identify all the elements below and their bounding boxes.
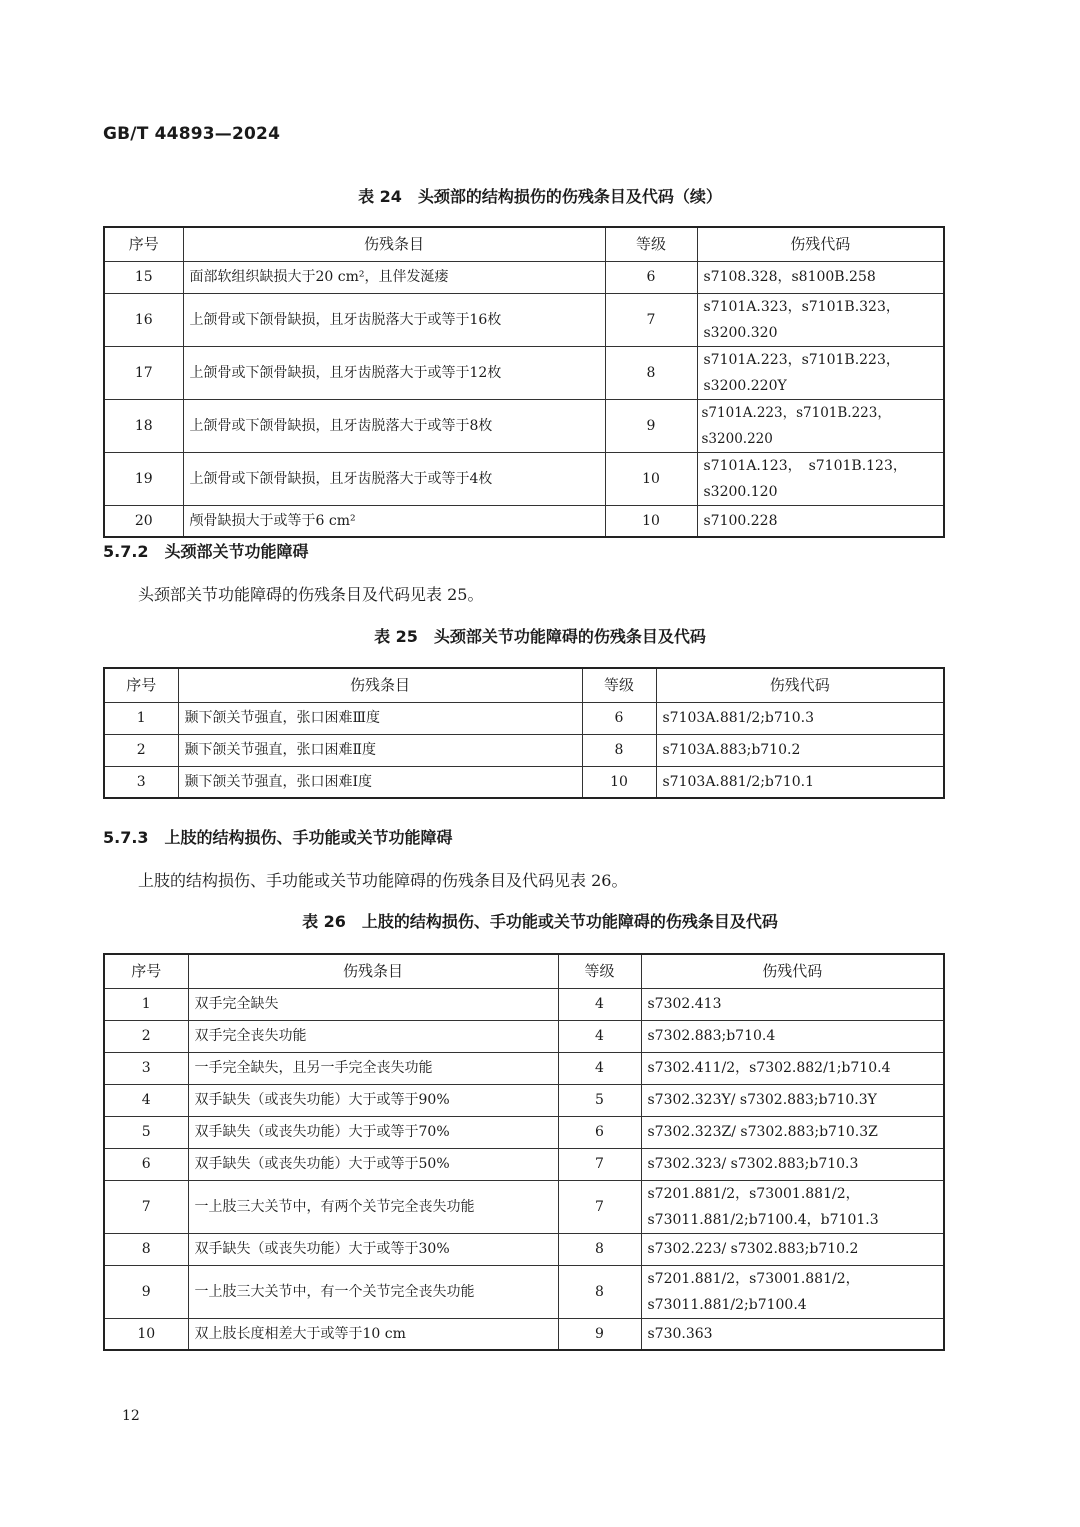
- row-grade: 7: [605, 293, 697, 346]
- row-code: s7302.323Y/ s7302.883;b710.3Y: [641, 1084, 944, 1116]
- row-item: 面部软组织缺损大于20 cm²，且伴发涎瘘: [183, 261, 605, 293]
- row-code: s7201.881/2，s73001.881/2，s73011.881/2;b7100.4，b7101.3: [641, 1180, 944, 1233]
- row-item: 上颌骨或下颌骨缺损，且牙齿脱落大于或等于8枚: [183, 399, 605, 452]
- column-header-code: 伤残代码: [656, 668, 944, 702]
- table-row: [104, 702, 944, 734]
- table-row: [104, 1233, 944, 1265]
- row-item: 一手完全缺失，且另一手完全丧失功能: [188, 1052, 558, 1084]
- row-index: 20: [104, 505, 183, 537]
- row-item: 颅骨缺损大于或等于6 cm²: [183, 505, 605, 537]
- table-row: [104, 988, 944, 1020]
- table-row: [104, 1180, 944, 1233]
- row-index: 16: [104, 293, 183, 346]
- table-row: [104, 1318, 944, 1350]
- row-item: 双手缺失（或丧失功能）大于或等于50%: [188, 1148, 558, 1180]
- row-code: s7302.413: [641, 988, 944, 1020]
- table-row: [104, 1116, 944, 1148]
- row-item: 颞下颌关节强直，张口困难Ⅱ度: [178, 734, 582, 766]
- column-header-grade: 等级: [605, 227, 697, 261]
- row-code: s7201.881/2，s73001.881/2，s73011.881/2;b7100.4: [641, 1265, 944, 1318]
- table-25: [103, 667, 945, 799]
- row-code: s7103A.883;b710.2: [656, 734, 944, 766]
- row-index: 17: [104, 346, 183, 399]
- row-index: 7: [104, 1180, 188, 1233]
- row-index: 2: [104, 734, 178, 766]
- table-25-caption: 表 25 头颈部关节功能障碍的伤残条目及代码: [374, 627, 706, 646]
- row-item: 一上肢三大关节中，有一个关节完全丧失功能: [188, 1265, 558, 1318]
- row-code: s7302.323Z/ s7302.883;b710.3Z: [641, 1116, 944, 1148]
- table-row: [104, 399, 944, 452]
- row-item: 双手完全丧失功能: [188, 1020, 558, 1052]
- column-header-item: 伤残条目: [178, 668, 582, 702]
- table-row: [104, 293, 944, 346]
- standard-code: GB/T 44893—2024: [103, 124, 281, 144]
- row-grade: 10: [605, 505, 697, 537]
- table-header-row: [104, 227, 944, 261]
- row-grade: 9: [558, 1318, 641, 1350]
- table-row: [104, 766, 944, 798]
- row-index: 3: [104, 1052, 188, 1084]
- table-row: [104, 1084, 944, 1116]
- row-grade: 6: [558, 1116, 641, 1148]
- row-code: s7101A.223，s7101B.223，s3200.220Y: [697, 346, 944, 399]
- page-number: 12: [122, 1408, 140, 1424]
- row-item: 双手缺失（或丧失功能）大于或等于90%: [188, 1084, 558, 1116]
- row-grade: 7: [558, 1148, 641, 1180]
- row-index: 6: [104, 1148, 188, 1180]
- table-row: [104, 452, 944, 505]
- row-index: 1: [104, 988, 188, 1020]
- row-index: 1: [104, 702, 178, 734]
- column-header-grade: 等级: [582, 668, 656, 702]
- section-text-5-7-3: 上肢的结构损伤、手功能或关节功能障碍的伤残条目及代码见表 26。: [138, 871, 628, 890]
- table-row: [104, 1148, 944, 1180]
- row-grade: 9: [605, 399, 697, 452]
- row-item: 一上肢三大关节中，有两个关节完全丧失功能: [188, 1180, 558, 1233]
- table-26: [103, 953, 945, 1351]
- row-grade: 4: [558, 1020, 641, 1052]
- section-heading-5-7-2: 5.7.2 头颈部关节功能障碍: [103, 542, 309, 561]
- row-grade: 4: [558, 1052, 641, 1084]
- row-code: s7302.223/ s7302.883;b710.2: [641, 1233, 944, 1265]
- row-index: 2: [104, 1020, 188, 1052]
- row-code: s7302.883;b710.4: [641, 1020, 944, 1052]
- row-grade: 5: [558, 1084, 641, 1116]
- row-index: 3: [104, 766, 178, 798]
- row-code: s7101A.223，s7101B.223，s3200.220: [697, 399, 944, 452]
- column-header-item: 伤残条目: [183, 227, 605, 261]
- table-header-row: [104, 668, 944, 702]
- row-index: 18: [104, 399, 183, 452]
- table-header-row: [104, 954, 944, 988]
- column-header-item: 伤残条目: [188, 954, 558, 988]
- row-grade: 4: [558, 988, 641, 1020]
- row-item: 双手完全缺失: [188, 988, 558, 1020]
- column-header-code: 伤残代码: [641, 954, 944, 988]
- table-24: [103, 226, 945, 538]
- table-24-caption: 表 24 头颈部的结构损伤的伤残条目及代码（续）: [358, 187, 722, 206]
- row-grade: 6: [582, 702, 656, 734]
- row-index: 9: [104, 1265, 188, 1318]
- row-code: s7103A.881/2;b710.3: [656, 702, 944, 734]
- table-row: [104, 1265, 944, 1318]
- row-grade: 6: [605, 261, 697, 293]
- section-text-5-7-2: 头颈部关节功能障碍的伤残条目及代码见表 25。: [138, 585, 484, 604]
- column-header-code: 伤残代码: [697, 227, 944, 261]
- row-item: 上颌骨或下颌骨缺损，且牙齿脱落大于或等于12枚: [183, 346, 605, 399]
- row-index: 4: [104, 1084, 188, 1116]
- row-item: 双手缺失（或丧失功能）大于或等于70%: [188, 1116, 558, 1148]
- row-code: s7100.228: [697, 505, 944, 537]
- row-index: 10: [104, 1318, 188, 1350]
- row-code: s7108.328，s8100B.258: [697, 261, 944, 293]
- column-header-grade: 等级: [558, 954, 641, 988]
- row-grade: 8: [582, 734, 656, 766]
- section-heading-5-7-3: 5.7.3 上肢的结构损伤、手功能或关节功能障碍: [103, 828, 453, 847]
- row-index: 8: [104, 1233, 188, 1265]
- table-row: [104, 1052, 944, 1084]
- row-item: 颞下颌关节强直，张口困难Ⅲ度: [178, 702, 582, 734]
- row-item: 上颌骨或下颌骨缺损，且牙齿脱落大于或等于16枚: [183, 293, 605, 346]
- table-row: [104, 734, 944, 766]
- table-row: [104, 1020, 944, 1052]
- column-header-index: 序号: [104, 954, 188, 988]
- row-index: 15: [104, 261, 183, 293]
- row-code: s7302.323/ s7302.883;b710.3: [641, 1148, 944, 1180]
- row-item: 双手缺失（或丧失功能）大于或等于30%: [188, 1233, 558, 1265]
- row-item: 上颌骨或下颌骨缺损，且牙齿脱落大于或等于4枚: [183, 452, 605, 505]
- row-code: s7101A.123， s7101B.123，s3200.120: [697, 452, 944, 505]
- row-code: s7103A.881/2;b710.1: [656, 766, 944, 798]
- table-26-caption: 表 26 上肢的结构损伤、手功能或关节功能障碍的伤残条目及代码: [302, 912, 778, 931]
- row-item: 颞下颌关节强直，张口困难Ⅰ度: [178, 766, 582, 798]
- row-grade: 10: [582, 766, 656, 798]
- row-grade: 8: [558, 1233, 641, 1265]
- row-grade: 7: [558, 1180, 641, 1233]
- row-grade: 8: [558, 1265, 641, 1318]
- row-code: s7101A.323，s7101B.323，s3200.320: [697, 293, 944, 346]
- row-code: s7302.411/2，s7302.882/1;b710.4: [641, 1052, 944, 1084]
- table-row: [104, 261, 944, 293]
- table-row: [104, 346, 944, 399]
- row-grade: 10: [605, 452, 697, 505]
- table-row: [104, 505, 944, 537]
- column-header-index: 序号: [104, 668, 178, 702]
- row-grade: 8: [605, 346, 697, 399]
- column-header-index: 序号: [104, 227, 183, 261]
- row-code: s730.363: [641, 1318, 944, 1350]
- row-item: 双上肢长度相差大于或等于10 cm: [188, 1318, 558, 1350]
- row-index: 5: [104, 1116, 188, 1148]
- row-index: 19: [104, 452, 183, 505]
